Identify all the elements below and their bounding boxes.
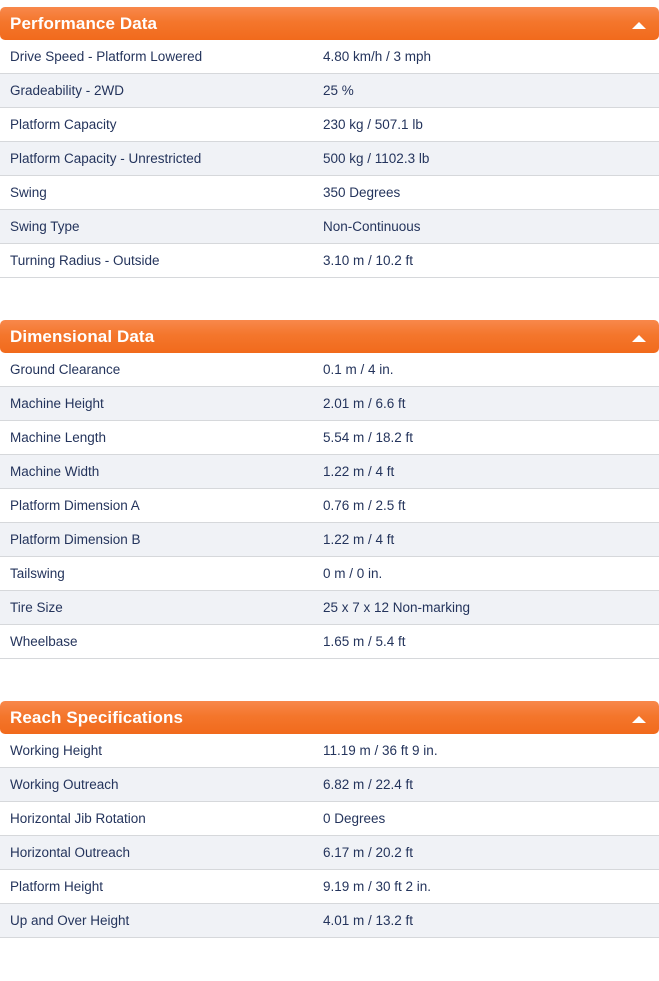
row-value: 5.54 m / 18.2 ft — [323, 430, 414, 445]
section-title: Dimensional Data — [10, 326, 155, 346]
table-row — [0, 387, 659, 421]
row-value: 0.76 m / 2.5 ft — [323, 498, 406, 513]
table-row — [0, 557, 659, 591]
row-value: 6.82 m / 22.4 ft — [323, 777, 414, 792]
row-value: 1.65 m / 5.4 ft — [323, 634, 406, 649]
table-row — [0, 40, 659, 74]
table-row — [0, 802, 659, 836]
row-label: Horizontal Jib Rotation — [10, 811, 146, 826]
table-row — [0, 625, 659, 659]
table-row — [0, 523, 659, 557]
row-value: 9.19 m / 30 ft 2 in. — [323, 879, 432, 894]
section-title: Performance Data — [10, 13, 158, 33]
row-label: Wheelbase — [10, 634, 78, 649]
row-label: Drive Speed - Platform Lowered — [10, 49, 203, 64]
row-label: Machine Width — [10, 464, 100, 479]
section-header[interactable] — [0, 701, 659, 734]
row-label: Machine Length — [10, 430, 107, 445]
table-row — [0, 353, 659, 387]
table-row — [0, 108, 659, 142]
row-label: Ground Clearance — [10, 362, 121, 377]
row-label: Platform Capacity - Unrestricted — [10, 151, 202, 166]
table-row — [0, 244, 659, 278]
row-label: Working Outreach — [10, 777, 119, 792]
row-value: 0 m / 0 in. — [323, 566, 383, 581]
row-value: 25 x 7 x 12 Non-marking — [323, 600, 471, 615]
table-row — [0, 74, 659, 108]
table-row — [0, 455, 659, 489]
caret-up-icon[interactable] — [632, 716, 646, 723]
row-value: 0.1 m / 4 in. — [323, 362, 394, 377]
row-value: 11.19 m / 36 ft 9 in. — [323, 743, 438, 758]
spec-sections — [0, 7, 659, 938]
row-label: Platform Dimension B — [10, 532, 141, 547]
table-row — [0, 768, 659, 802]
table-row — [0, 210, 659, 244]
section-header[interactable] — [0, 7, 659, 40]
table-row — [0, 734, 659, 768]
section-title: Reach Specifications — [10, 707, 184, 727]
spec-section — [0, 320, 659, 659]
row-value: 1.22 m / 4 ft — [323, 532, 395, 547]
row-label: Horizontal Outreach — [10, 845, 131, 860]
section-rows — [0, 734, 659, 938]
row-value: 230 kg / 507.1 lb — [323, 117, 423, 132]
row-value: 350 Degrees — [323, 185, 401, 200]
table-row — [0, 421, 659, 455]
section-rows — [0, 40, 659, 278]
table-row — [0, 870, 659, 904]
section-rows — [0, 353, 659, 659]
row-label: Swing Type — [10, 219, 80, 234]
row-label: Platform Dimension A — [10, 498, 140, 513]
row-value: 3.10 m / 10.2 ft — [323, 253, 414, 268]
row-label: Tire Size — [10, 600, 63, 615]
table-row — [0, 836, 659, 870]
row-value: 25 % — [323, 83, 354, 98]
row-label: Platform Capacity — [10, 117, 117, 132]
caret-up-icon[interactable] — [632, 22, 646, 29]
row-value: 500 kg / 1102.3 lb — [323, 151, 430, 166]
table-row — [0, 591, 659, 625]
table-row — [0, 904, 659, 938]
row-value: 0 Degrees — [323, 811, 386, 826]
row-label: Up and Over Height — [10, 913, 130, 928]
row-label: Tailswing — [10, 566, 65, 581]
row-value: 6.17 m / 20.2 ft — [323, 845, 414, 860]
row-label: Machine Height — [10, 396, 104, 411]
table-row — [0, 489, 659, 523]
row-label: Platform Height — [10, 879, 104, 894]
row-value: 1.22 m / 4 ft — [323, 464, 395, 479]
row-value: 4.80 km/h / 3 mph — [323, 49, 432, 64]
spec-section — [0, 7, 659, 278]
table-row — [0, 142, 659, 176]
section-header[interactable] — [0, 320, 659, 353]
row-label: Working Height — [10, 743, 103, 758]
spec-section — [0, 701, 659, 938]
row-value: Non-Continuous — [323, 219, 421, 234]
row-value: 2.01 m / 6.6 ft — [323, 396, 406, 411]
row-label: Swing — [10, 185, 47, 200]
row-label: Turning Radius - Outside — [10, 253, 160, 268]
caret-up-icon[interactable] — [632, 335, 646, 342]
row-label: Gradeability - 2WD — [10, 83, 125, 98]
table-row — [0, 176, 659, 210]
row-value: 4.01 m / 13.2 ft — [323, 913, 414, 928]
